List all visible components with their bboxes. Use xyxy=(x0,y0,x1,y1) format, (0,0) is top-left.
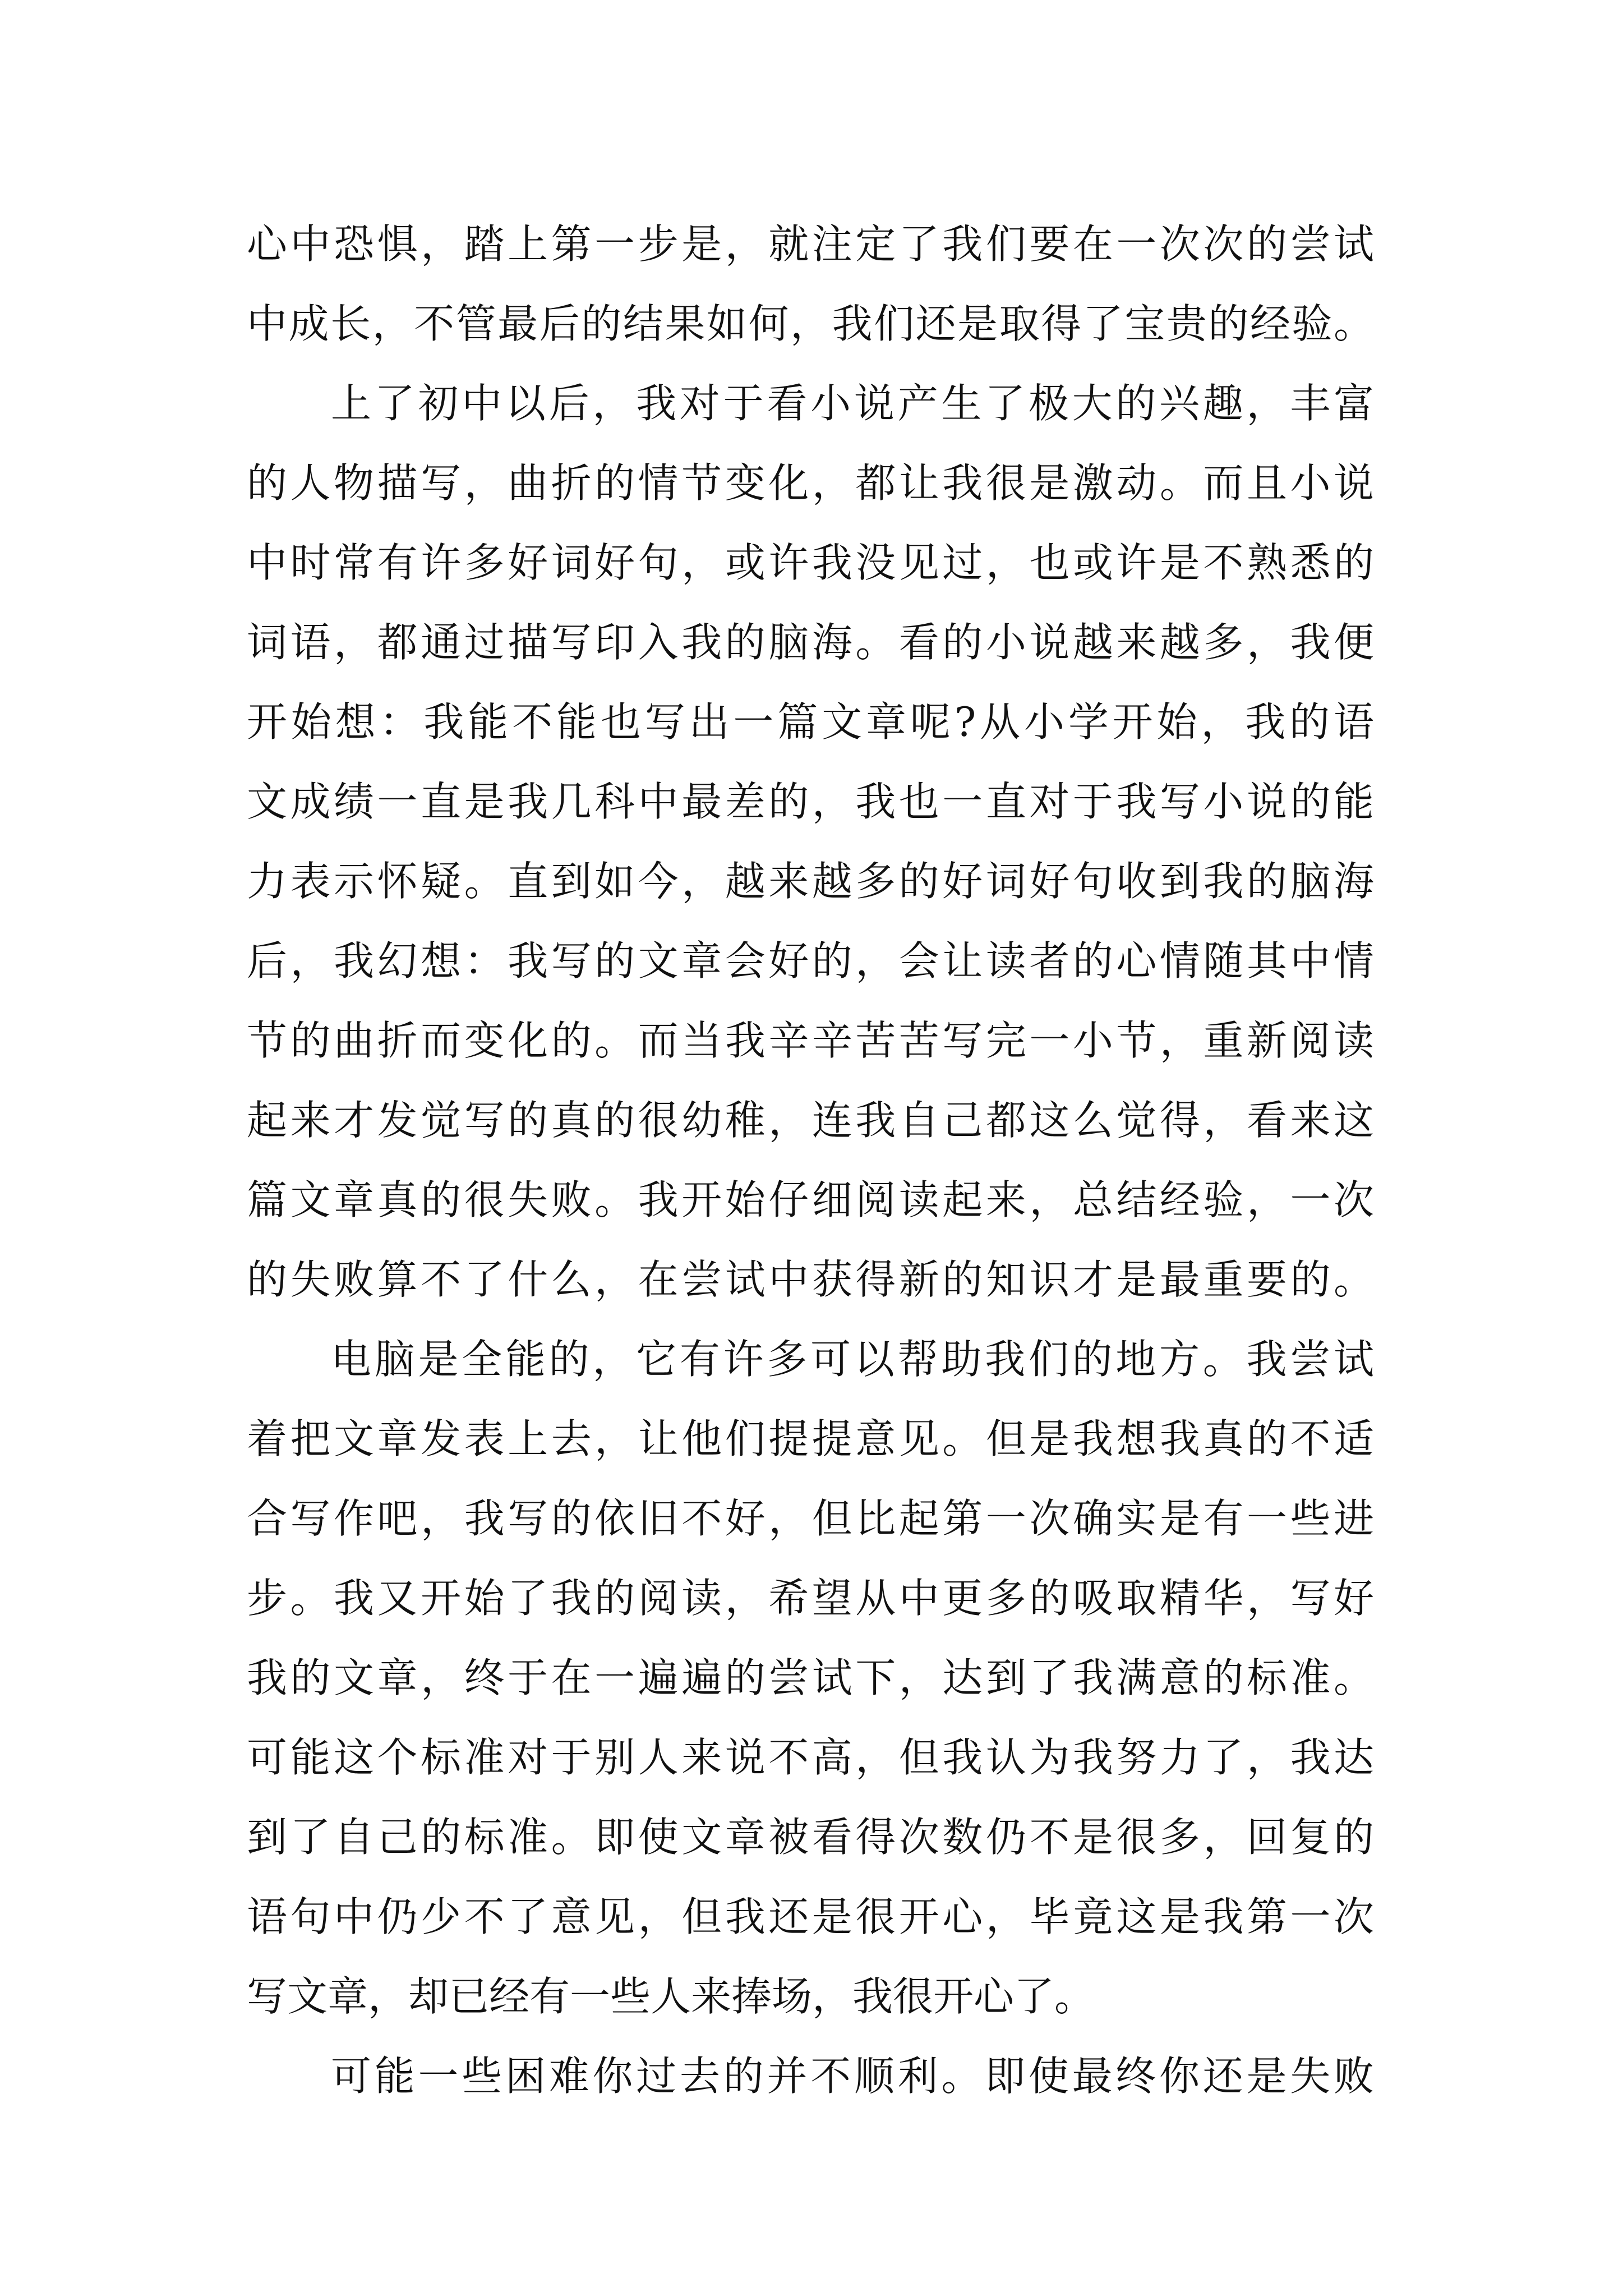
paragraph-first-line: 上了初中以后，我对于看小说产生了极大的兴趣，丰富 xyxy=(331,380,1374,427)
text-line: 起来才发觉写的真的很幼稚，连我自己都这么觉得，看来这 xyxy=(247,1097,1374,1144)
text-line: 可能这个标准对于别人来说不高，但我认为我努力了，我达 xyxy=(247,1734,1374,1781)
text-line: 合写作吧，我写的依旧不好，但比起第一次确实是有一些进 xyxy=(247,1495,1374,1542)
text-line: 语句中仍少不了意见，但我还是很开心，毕竟这是我第一次 xyxy=(247,1893,1374,1940)
text-line: 步。我又开始了我的阅读，希望从中更多的吸取精华，写好 xyxy=(247,1575,1374,1622)
text-line: 心中恐惧，踏上第一步是，就注定了我们要在一次次的尝试 xyxy=(247,220,1374,268)
paragraph-first-line: 电脑是全能的，它有许多可以帮助我们的地方。我尝试 xyxy=(331,1336,1374,1383)
paragraph-first-line: 可能一些困难你过去的并不顺利。即使最终你还是失败 xyxy=(331,2053,1374,2100)
text-line: 节的曲折而变化的。而当我辛辛苦苦写完一小节，重新阅读 xyxy=(247,1017,1374,1064)
text-line: 篇文章真的很失败。我开始仔细阅读起来，总结经验，一次 xyxy=(247,1176,1374,1223)
text-line: 着把文章发表上去，让他们提提意见。但是我想我真的不适 xyxy=(247,1415,1374,1462)
text-line: 开始想：我能不能也写出一篇文章呢?从小学开始，我的语 xyxy=(247,698,1374,746)
text-line: 到了自己的标准。即使文章被看得次数仍不是很多，回复的 xyxy=(247,1814,1374,1861)
text-line: 中时常有许多好词好句，或许我没见过，也或许是不熟悉的 xyxy=(247,539,1374,586)
text-line: 我的文章，终于在一遍遍的尝试下，达到了我满意的标准。 xyxy=(247,1654,1374,1701)
text-line: 词语，都通过描写印入我的脑海。看的小说越来越多，我便 xyxy=(247,619,1374,666)
text-line: 的失败算不了什么，在尝试中获得新的知识才是最重要的。 xyxy=(247,1256,1374,1303)
text-line: 的人物描写，曲折的情节变化，都让我很是激动。而且小说 xyxy=(247,459,1374,507)
text-line: 后，我幻想：我写的文章会好的，会让读者的心情随其中情 xyxy=(247,937,1374,984)
text-line: 力表示怀疑。直到如今，越来越多的好词好句收到我的脑海 xyxy=(247,858,1374,905)
text-line: 写文章，却已经有一些人来捧场，我很开心了。 xyxy=(247,1973,1095,2020)
text-line: 文成绩一直是我几科中最差的，我也一直对于我写小说的能 xyxy=(247,778,1374,825)
text-line: 中成长，不管最后的结果如何，我们还是取得了宝贵的经验。 xyxy=(247,300,1374,347)
